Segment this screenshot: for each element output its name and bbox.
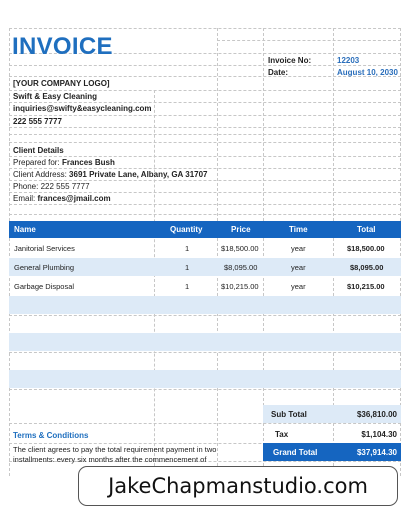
invoice-sheet [9,28,401,476]
grid-line [9,168,401,169]
item-total: $10,215.00 [347,282,385,291]
item-quantity: 1 [185,263,190,272]
client-phone-value: 222 555 7777 [40,182,90,191]
terms-text: The client agrees to pay the total requirement payment in two installments: every six months after the commencement of [13,445,217,464]
subtotal-value: $36,810.00 [356,410,397,419]
tax-value: $1,104.30 [361,430,397,439]
grid-line [9,115,401,116]
invoice-title: INVOICE [12,33,113,60]
grid-line [9,423,401,424]
client-details-heading: Client Details [13,146,64,155]
table-row [9,239,401,257]
invoice-no-label: Invoice No: [268,56,312,65]
item-name: General Plumbing [14,263,75,272]
grid-line [9,65,401,66]
watermark-banner [78,466,398,506]
item-time: year [291,244,306,253]
empty-row [9,352,401,371]
client-address [13,170,208,179]
client-email-label: Email: [13,194,36,203]
item-time: year [291,282,306,291]
grid-line [9,134,401,135]
watermark-text: JakeChapmanstudio.com [108,474,368,498]
prepared-for-label: Prepared for: [13,158,60,167]
company-phone: 222 555 7777 [13,117,62,126]
client-phone-label: Phone: [13,182,39,191]
grand-total-value: $37,914.30 [356,448,397,457]
table-row [9,258,401,276]
header-time: Time [289,225,308,234]
grid-line [9,142,401,143]
company-name: Swift & Easy Cleaning [13,92,98,101]
item-time: year [291,263,306,272]
terms-heading: Terms & Conditions [13,431,89,440]
item-name: Janitorial Services [14,244,75,253]
grand-total-label: Grand Total [273,448,318,457]
grid-line [9,204,401,205]
tax-label: Tax [275,430,289,439]
grid-line [9,192,401,193]
empty-row [9,389,401,406]
client-phone [13,182,90,191]
table-row [9,277,401,295]
item-price: $8,095.00 [224,263,258,272]
grid-line [9,214,401,215]
empty-row [9,315,401,334]
item-quantity: 1 [185,282,190,291]
grid-line [9,180,401,181]
header-quantity: Quantity [170,225,203,234]
date-label: Date: [268,68,289,77]
subtotal-label: Sub Total [271,410,307,419]
company-logo-placeholder: [YOUR COMPANY LOGO] [13,79,110,88]
client-email-value: frances@jmail.com [37,194,111,203]
empty-row [9,333,401,351]
item-quantity: 1 [185,244,190,253]
grid-line [9,28,401,29]
header-price: Price [231,225,251,234]
header-total: Total [357,225,376,234]
item-price: $18,500.00 [221,244,259,253]
company-email: inquiries@swifty&easycleaning.com [13,104,152,113]
grid-line [217,40,401,41]
item-price: $10,215.00 [221,282,259,291]
date-value: August 10, 2030 [337,68,398,77]
items-table-header [9,221,401,238]
client-address-label: Client Address: [13,170,67,179]
item-name: Garbage Disposal [14,282,75,291]
prepared-for-value: Frances Bush [61,158,115,167]
client-email [13,194,111,203]
invoice-no-value: 12203 [337,56,360,65]
grid-line [9,156,401,157]
item-total: $18,500.00 [347,244,385,253]
grid-line [9,102,401,103]
grid-line [9,127,401,128]
client-address-value: 3691 Private Lane, Albany, GA 31707 [69,170,208,179]
empty-row [9,370,401,388]
header-name: Name [14,225,36,234]
item-total: $8,095.00 [350,263,384,272]
grid-line [9,90,401,91]
empty-row [9,296,401,314]
client-prepared-for [13,158,115,167]
